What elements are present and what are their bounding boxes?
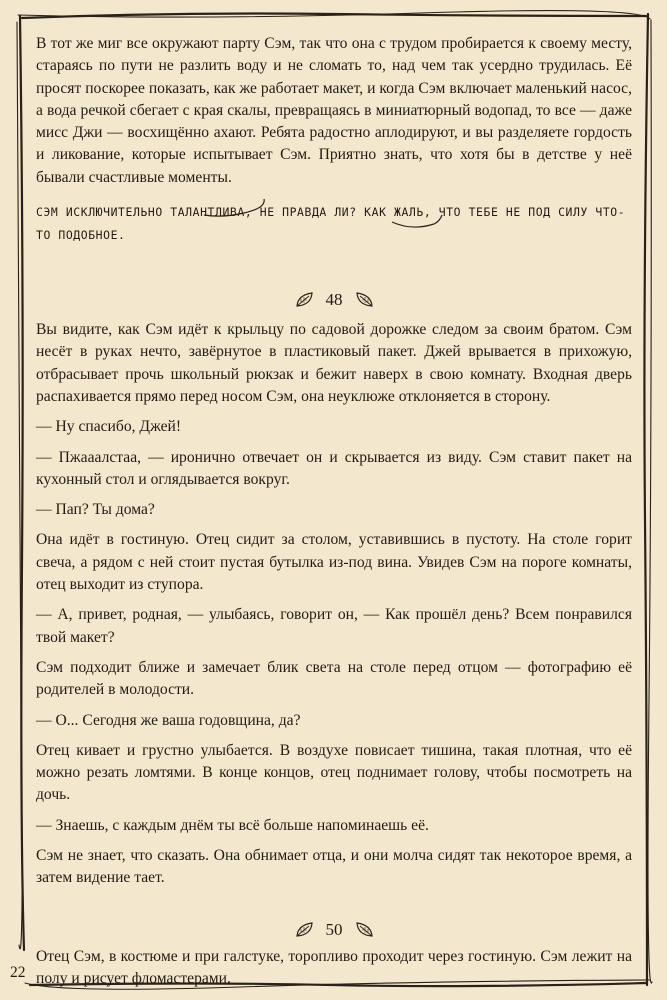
paragraph: В тот же миг все окружают парту Сэм, так что она с трудом пробирается к своему месту, стараясь по пути не разлить воду и не сломать то, над чем так усердно трудилась. Её просят поскорее показать, как же работает макет, и когда Сэм включает маленький насос, а вода речкой сбегает с края скалы, превращаясь в миниатюрный водопад, то все — даже мисс Джи — восхищённо ахают. Ребята радостно аплодируют, и вы разделяете гордость и ликование, которые испытывает Сэм. Приятно знать, что хотя бы в детстве у неё бывали счастливые моменты. bbox=[36, 35, 632, 186]
scribble-underline bbox=[202, 199, 272, 219]
dialogue-line: — Знаешь, с каждым днём ты всё больше напоминаешь её. bbox=[36, 816, 429, 834]
paragraph: — Пжааалстаа, — иронично отвечает он и скрывается из виду. Сэм ставит пакет на кухонный стол и оглядывается вокруг. bbox=[36, 448, 632, 488]
page-number: 22 bbox=[10, 964, 26, 981]
scribble-underline bbox=[390, 217, 450, 237]
section-header-50 bbox=[36, 920, 632, 940]
paragraph: Отец Сэм, в костюме и при галстуке, торопливо проходит через гостиную. Сэм лежит на полу и рисует фломастерами. bbox=[36, 947, 632, 987]
section-number: 48 bbox=[325, 290, 343, 310]
section-header-48 bbox=[36, 290, 632, 310]
handwritten-underlined-word: ЖАЛЬ bbox=[394, 205, 424, 219]
paragraph: Она идёт в гостиную. Отец сидит за столом, уставившись в пустоту. На столе горит свеча, а рядом с ней стоит пустая бутылка из-под вина. Увидев Сэм на пороге комнаты, отец выходит из ступора. bbox=[36, 531, 632, 594]
dialogue-line: — Пап? Ты дома? bbox=[36, 501, 155, 519]
leaf-icon bbox=[353, 921, 375, 939]
paragraph: Отец кивает и грустно улыбается. В воздухе повисает тишина, такая плотная, что её можно резать ломтями. В конце концов, отец поднимает голову, чтобы посмотреть на дочь. bbox=[36, 741, 632, 804]
handwritten-emphasis: ТЛИВА bbox=[208, 205, 245, 219]
dialogue-line: — Ну спасибо, Джей! bbox=[36, 418, 182, 436]
page-content bbox=[36, 33, 632, 998]
paragraph: Сэм не знает, что сказать. Она обнимает отца, и они молча сидят так некоторое время, а затем видение тает. bbox=[36, 847, 632, 887]
handwritten-note: СЭМ ИСКЛЮЧИТЕЛЬНО ТАЛАНТЛИВА , НЕ ПРАВДА ЛИ? КАК ЖАЛЬ , ЧТО ТЕБЕ НЕ ПОД СИЛУ ЧТО-ТО ПОДОБНОЕ. bbox=[36, 201, 632, 247]
leaf-icon bbox=[294, 921, 316, 939]
dialogue-line: — А, привет, родная, — улыбаясь, говорит он, — Как прошёл день? Всем понравился твой макет? bbox=[36, 606, 632, 646]
leaf-icon bbox=[294, 291, 316, 309]
leaf-icon bbox=[353, 291, 375, 309]
paragraph: Сэм подходит ближе и замечает блик света на столе перед отцом — фотографию её родителей в молодости. bbox=[36, 658, 632, 699]
dialogue-line: — О... Сегодня же ваша годовщина, да? bbox=[36, 711, 301, 729]
section-number: 50 bbox=[325, 919, 343, 939]
paragraph: Вы видите, как Сэм идёт к крыльцу по садовой дорожке следом за своим братом. Сэм несёт в руках нечто, завёрнутое в пластиковый пакет. Джей врывается в прихожую, отбрасывает прочь школьный рюкзак и бежит наверх в свою комнату. Входная дверь распахивается прямо перед носом Сэм, она неуклюже отклоняется в сторону. bbox=[36, 321, 632, 405]
